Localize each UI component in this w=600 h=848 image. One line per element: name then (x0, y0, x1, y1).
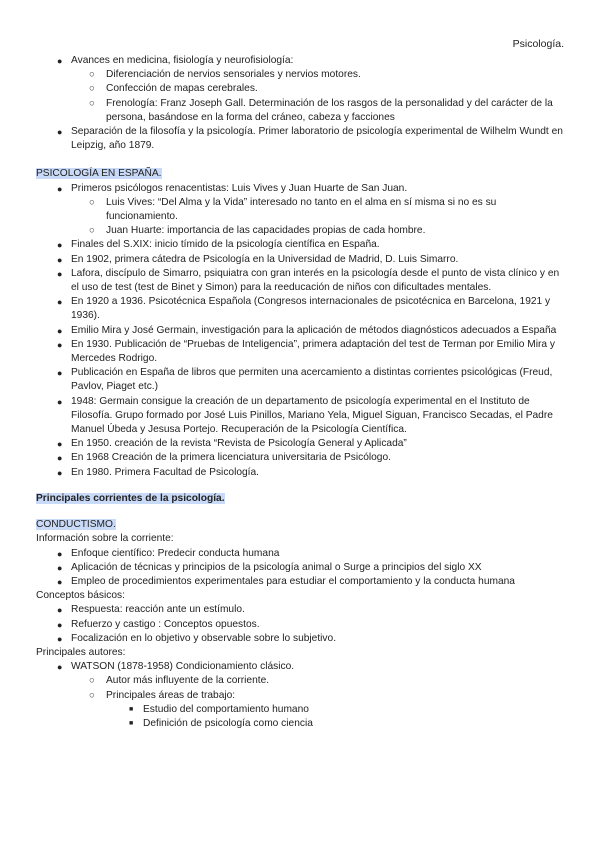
list-item-text: Confección de mapas cerebrales. (106, 83, 258, 95)
page-header: Psicología. (512, 38, 564, 50)
list-item (36, 451, 564, 465)
list-item-text: En 1902, primera cátedra de Psicología en la Universidad de Madrid, D. Luis Simarro. (71, 253, 459, 265)
list-item (36, 324, 564, 338)
bullet-icon: ○ (89, 675, 95, 687)
list-item-text: Luis Vives: “Del Alma y la Vida” interesado no tanto en el alma en sí misma si no es su funcionamiento. (106, 196, 497, 223)
bullet-icon: ○ (89, 225, 95, 237)
list-item-text: Estudio del comportamiento humano (143, 703, 309, 715)
bullet-icon: ● (57, 439, 63, 450)
list-item (36, 97, 564, 125)
bullet-icon: ● (57, 297, 63, 308)
spain-heading: PSICOLOGÍA EN ESPAÑA. (36, 168, 162, 180)
bullet-icon: ● (57, 562, 63, 573)
bullet-icon: ● (57, 605, 63, 616)
bullet-icon: ● (57, 127, 63, 138)
autores-list (36, 660, 564, 731)
bullet-icon: ● (57, 576, 63, 587)
list-item (36, 238, 564, 252)
list-item-text: Autor más influyente de la corriente. (106, 675, 270, 687)
bullet-icon: ○ (89, 83, 95, 95)
list-item (36, 437, 564, 451)
conductismo-heading: CONDUCTISMO. (36, 519, 116, 531)
bullet-icon: ● (57, 467, 63, 478)
list-item-text: En 1980. Primera Facultad de Psicología. (71, 466, 260, 478)
list-item-text: En 1930. Publicación de “Pruebas de Inteligencia”, primera adaptación del test de Terman por Emilio Mira y Mercedes Rodrigo. (71, 338, 555, 365)
bullet-icon: ○ (89, 69, 95, 81)
list-item-text: Finales del S.XIX: inicio tímido de la psicología científica en España. (71, 239, 380, 251)
list-item (36, 703, 564, 717)
conceptos-label: Conceptos básicos: (36, 590, 125, 602)
autores-label: Principales autores: (36, 646, 126, 658)
bullet-icon: ● (57, 325, 63, 336)
spain-list (36, 182, 564, 480)
list-item-text: Aplicación de técnicas y principios de la psicología animal o Surge a principios del siglo XX (71, 561, 482, 573)
list-item-text: Focalización en lo objetivo y observable sobre lo subjetivo. (71, 632, 337, 644)
list-item (36, 54, 564, 68)
list-item (36, 674, 564, 688)
bullet-icon: ○ (89, 97, 95, 109)
corrientes-heading: Principales corrientes de la psicología. (36, 492, 225, 504)
list-item (36, 182, 564, 196)
list-item (36, 575, 564, 589)
list-item (36, 466, 564, 480)
document-body (36, 54, 564, 731)
list-item (36, 689, 564, 703)
list-item-text: Refuerzo y castigo : Conceptos opuestos. (71, 618, 260, 630)
list-item (36, 717, 564, 731)
list-item (36, 366, 564, 394)
list-item-text: En 1968 Creación de la primera licenciatura universitaria de Psicólogo. (71, 452, 391, 464)
list-item (36, 68, 564, 82)
list-item (36, 660, 564, 674)
list-item-text: Lafora, discípulo de Simarro, psiquiatra con gran interés en la psicología desde el punto de vista clínico y en el uso de test (test de Binet y Simon) para la reeducación de niños con dificultades mentales. (71, 267, 560, 294)
list-item-text: Enfoque científico: Predecir conducta humana (71, 547, 280, 559)
list-item (36, 338, 564, 366)
bullet-icon: ● (57, 368, 63, 379)
bullet-icon: ○ (89, 689, 95, 701)
list-item (36, 395, 564, 438)
list-item (36, 547, 564, 561)
list-item-text: WATSON (1878-1958) Condicionamiento clásico. (71, 661, 295, 673)
bullet-icon: ■ (129, 705, 134, 713)
bullet-icon: ● (57, 662, 63, 673)
info-list (36, 547, 564, 590)
bullet-icon: ● (57, 548, 63, 559)
list-item-text: Principales áreas de trabajo: (106, 689, 236, 701)
bullet-icon: ● (57, 633, 63, 644)
bullet-icon: ● (57, 453, 63, 464)
list-item-text: En 1950. creación de la revista “Revista de Psicología General y Aplicada” (71, 438, 407, 450)
conceptos-list (36, 603, 564, 646)
bullet-icon: ● (57, 56, 63, 66)
list-item-text: Empleo de procedimientos experimentales para estudiar el comportamiento y la conducta humana (71, 575, 515, 587)
list-item (36, 125, 564, 153)
bullet-icon: ● (57, 268, 63, 279)
bullet-icon: ■ (129, 719, 134, 727)
list-item-text: Diferenciación de nervios sensoriales y nervios motores. (106, 69, 361, 81)
list-item-text: En 1920 a 1936. Psicotécnica Española (Congresos internacionales de psicotécnica en Barcelona, 1921 y 1936). (71, 296, 551, 322)
bullet-icon: ● (57, 396, 63, 407)
list-item-text: Emilio Mira y José Germain, investigación para la aplicación de métodos diagnósticos adecuados a España (71, 324, 557, 336)
list-item (36, 82, 564, 96)
list-item (36, 632, 564, 646)
list-item-text: Juan Huarte: importancia de las capacidades propias de cada hombre. (106, 225, 426, 237)
bullet-icon: ● (57, 240, 63, 251)
list-item (36, 618, 564, 632)
list-item-text: Respuesta: reacción ante un estímulo. (71, 604, 245, 616)
list-item (36, 253, 564, 267)
list-item-text: Definición de psicología como ciencia (143, 717, 313, 729)
list-item-text: Avances en medicina, fisiología y neurofisiología: (71, 55, 294, 66)
list-item (36, 603, 564, 617)
list-item-text: Primeros psicólogos renacentistas: Luis Vives y Juan Huarte de San Juan. (71, 182, 408, 194)
section-title-conductismo (36, 518, 564, 532)
bullet-icon: ● (57, 254, 63, 265)
section-title-corrientes (36, 492, 564, 506)
list-item (36, 295, 564, 323)
info-label: Información sobre la corriente: (36, 533, 174, 545)
list-item-text: Publicación en España de libros que permiten una acercamiento a distintas corrientes psicológicas (Freud, Pavlov, Piaget etc.) (71, 367, 553, 393)
bullet-icon: ● (57, 619, 63, 630)
section-title-spain (36, 167, 564, 181)
list-item-text: 1948: Germain consigue la creación de un departamento de psicología experimental en el Instituto de Filosofía. Grupo formado por José Luis Pinillos, Mariano Yela, Miguel Siguan, Francisco Secadas, el Padre Manuel Úbeda y Jesusa Portejo. Recuperación de la Psicología Científica. (71, 395, 553, 436)
bullet-icon: ● (57, 183, 63, 194)
list-item (36, 196, 564, 224)
list-item-text: Frenología: Franz Joseph Gall. Determinación de los rasgos de la personalidad y del carácter de la persona, basándose en la forma del cráneo, cabeza y facciones (106, 97, 553, 123)
bullet-icon: ○ (89, 196, 95, 208)
list-item (36, 561, 564, 575)
bullet-icon: ● (57, 339, 63, 350)
list-item (36, 267, 564, 295)
list-item-text: Separación de la filosofía y la psicología. Primer laboratorio de psicología experimental de Wilhelm Wundt en Leipzig, año 1879. (71, 126, 563, 152)
list-item (36, 224, 564, 238)
intro-list (36, 54, 564, 153)
